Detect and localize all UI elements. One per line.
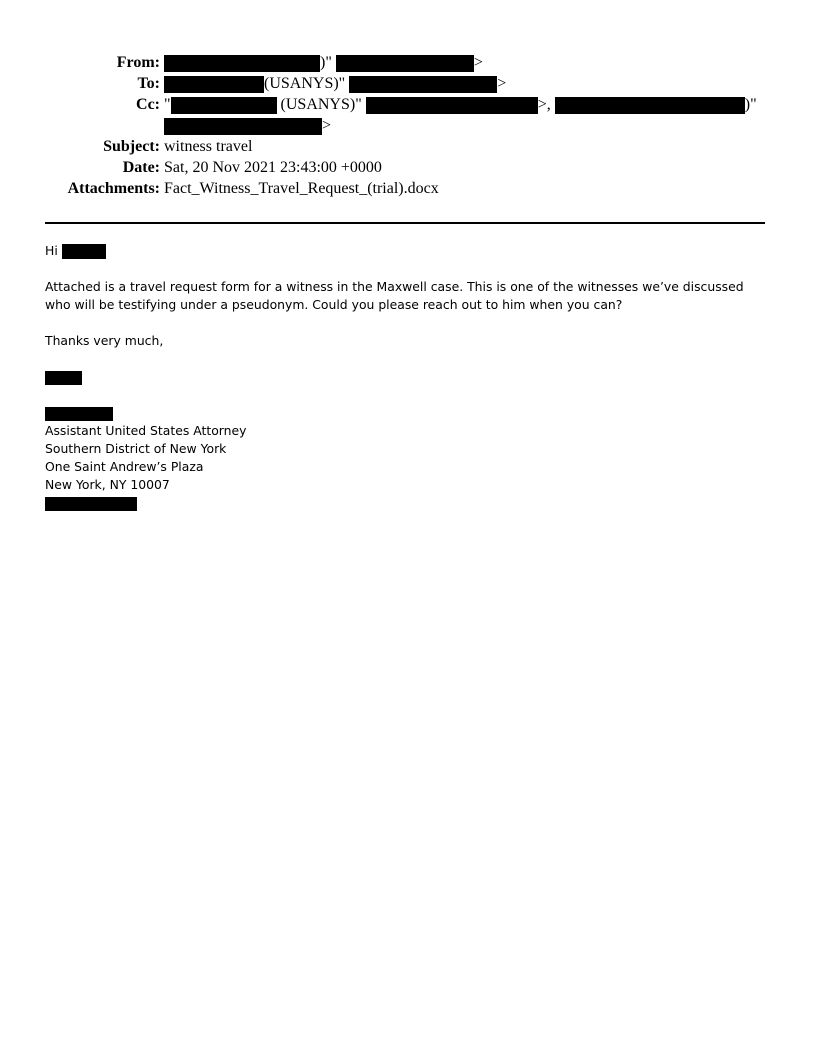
body-paragraph: Attached is a travel request form for a witness in the Maxwell case. This is one of the witnesses we’ve discussed who will be testifying under a pseudonym. Could you please reach out to him when you can? [45,279,744,312]
cc-row [0,94,816,115]
date-label: Date: [122,159,160,176]
from-end: > [473,54,483,71]
header-divider [45,222,765,224]
signature-address-1: One Saint Andrew’s Plaza [45,459,204,474]
greeting: Hi [45,243,58,258]
redaction-block [45,407,113,421]
attachment-filename: Fact_Witness_Travel_Request_(trial).docx [164,180,439,197]
cc-label: Cc: [136,96,160,113]
redaction-block [45,371,82,385]
cc-row-continued [0,115,816,136]
subject-label: Subject: [103,138,160,155]
redaction-block [164,118,322,135]
attachments-row [0,178,816,199]
to-row [0,73,816,94]
redaction-block [62,244,106,259]
cc-value [164,94,757,115]
cc-mid: (USANYS)" [276,96,362,113]
subject-row [0,136,816,157]
redaction-block [164,76,264,93]
subject-value: witness travel [164,138,253,155]
signature-office: Southern District of New York [45,441,227,456]
from-value [164,52,483,73]
cc-end2: > [322,117,332,134]
attachments-label: Attachments: [67,180,160,197]
cc-open: " [164,96,171,113]
signature-name-line [45,404,767,422]
to-end: > [497,75,507,92]
signature-title: Assistant United States Attorney [45,423,247,438]
closing: Thanks very much, [45,333,164,348]
cc-sep: >, [537,96,551,113]
cc-value-continued [164,115,331,136]
signature-block [45,404,767,512]
date-row [0,157,816,178]
sender-name-line [45,368,767,386]
email-header [0,52,816,199]
greeting-line [45,242,767,260]
to-label: To: [137,75,160,92]
redaction-block [45,497,137,511]
email-body [45,242,767,512]
to-value [164,73,506,94]
signature-contact-line [45,494,767,512]
signature-address-2: New York, NY 10007 [45,477,170,492]
from-row [0,52,816,73]
from-label: From: [116,54,160,71]
redaction-block [555,97,745,114]
redaction-block [171,97,277,114]
cc-close: )" [744,96,757,113]
date-value: Sat, 20 Nov 2021 23:43:00 +0000 [164,159,382,176]
redaction-block [349,76,497,93]
redaction-block [164,55,320,72]
from-separator: )" [320,54,332,71]
redaction-block [336,55,474,72]
redaction-block [366,97,538,114]
to-mid: (USANYS)" [264,75,346,92]
